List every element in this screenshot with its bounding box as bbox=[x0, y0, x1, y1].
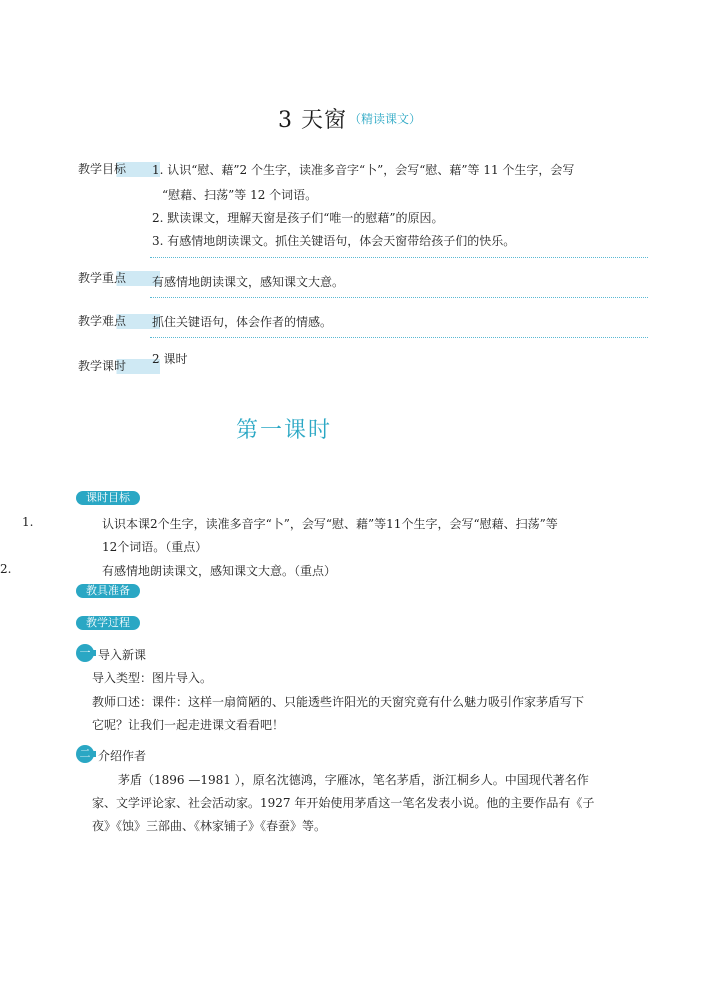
lesson-goal-num: 2. bbox=[0, 562, 12, 576]
intro-type: 导入类型：图片导入。 bbox=[92, 671, 213, 685]
goal-line-1: 1. 认识“慰、藉”2 个生字，读准多音字“卜”，会写“慰、藉”等 11 个生字，会写 bbox=[152, 163, 575, 177]
difficulty-text: 抓住关键语句，体会作者的情感。 bbox=[152, 315, 333, 329]
author-paragraph: 家、文学评论家、社会活动家。1927 年开始使用茅盾这一笔名发表小说。他的主要作品有《子 bbox=[92, 796, 595, 810]
divider bbox=[150, 297, 648, 298]
goal-line-4: 3. 有感情地朗读课文。抓住关键语句，体会天窗带给孩子们的快乐。 bbox=[152, 234, 516, 248]
lesson-goal-num: 1. bbox=[22, 515, 34, 529]
step-number-badge: 二 bbox=[76, 745, 94, 763]
lesson-goal-text: 认识本课2个生字，读准多音字“卜”，会写“慰、藉”等11个生字，会写“慰藉、扫荡”等 bbox=[102, 517, 558, 531]
section-title: 第一课时 bbox=[236, 418, 333, 443]
hours-label: 教学课时 bbox=[76, 359, 160, 374]
lesson-goal-text: 有感情地朗读课文，感知课文大意。（重点） bbox=[102, 564, 337, 578]
lesson-goal-text: 12个词语。（重点） bbox=[102, 540, 208, 554]
lesson-type: （精读课文） bbox=[349, 112, 422, 126]
process-pill: 教学过程 bbox=[76, 616, 140, 630]
lesson-goals-pill: 课时目标 bbox=[76, 491, 140, 505]
difficulty-label: 教学难点 bbox=[76, 314, 160, 329]
author-paragraph: 茅盾（1896 —1981 ），原名沈德鸿，字雁冰，笔名茅盾，浙江桐乡人。中国现代著名作 bbox=[118, 773, 589, 787]
step-heading: 介绍作者 bbox=[98, 749, 147, 763]
lesson-title: 3 天窗 bbox=[278, 108, 347, 133]
hours-text: 2 课时 bbox=[152, 352, 188, 366]
teacher-talk: 教师口述：课件：这样一扇简陋的、只能透些许阳光的天窗究竟有什么魅力吸引作家茅盾写下 bbox=[92, 695, 585, 709]
divider bbox=[150, 337, 648, 338]
teacher-talk: 它呢？让我们一起走进课文看看吧！ bbox=[92, 718, 285, 732]
goal-line-2: “慰藉、扫荡”等 12 个词语。 bbox=[162, 188, 318, 202]
prep-pill: 教具准备 bbox=[76, 584, 140, 598]
goals-label: 教学目标 bbox=[76, 162, 160, 177]
step-heading: 导入新课 bbox=[98, 648, 147, 662]
divider bbox=[150, 257, 648, 258]
step-number-badge: 一 bbox=[76, 644, 94, 662]
page-title bbox=[278, 103, 421, 134]
goal-line-3: 2. 默读课文，理解天窗是孩子们“唯一的慰藉”的原因。 bbox=[152, 211, 444, 225]
author-paragraph: 夜》《蚀》三部曲、《林家铺子》《春蚕》等。 bbox=[92, 819, 327, 833]
key-label: 教学重点 bbox=[76, 271, 160, 286]
key-text: 有感情地朗读课文，感知课文大意。 bbox=[152, 275, 345, 289]
